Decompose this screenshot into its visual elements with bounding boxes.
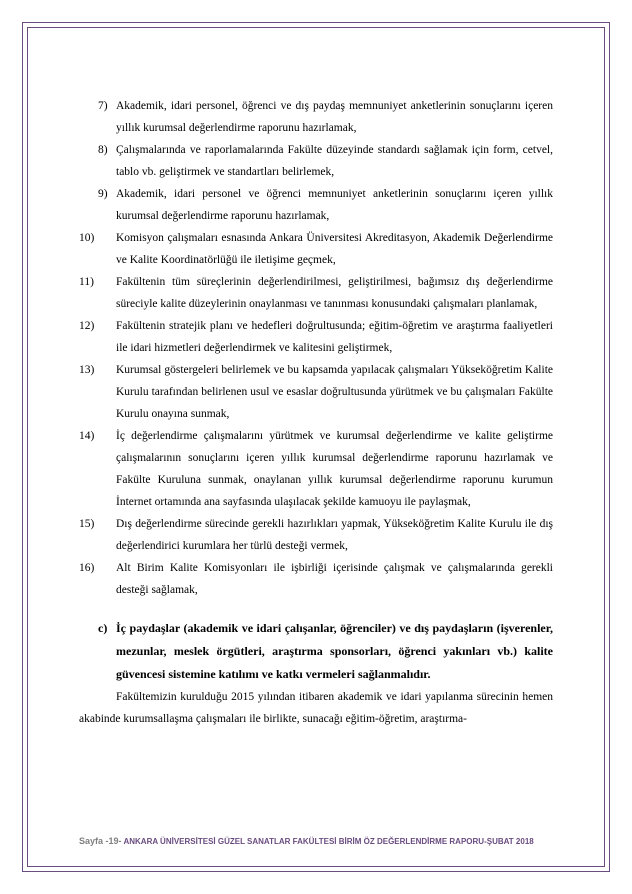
section-heading	[79, 617, 553, 686]
list-item-number: 10)	[79, 232, 95, 244]
body-paragraph	[79, 686, 553, 730]
list-item-number: 9)	[98, 188, 108, 200]
document-body	[79, 95, 553, 730]
list-item-text: Dış değerlendirme sürecinde gerekli hazırlıkları yapmak, Yükseköğretim Kalite Kurulu ile dış değerlendirici kurumlara her türlü desteği vermek,	[116, 518, 553, 552]
list-item-text: Fakültenin tüm süreçlerinin değerlendirilmesi, geliştirilmesi, bağımsız dış değerlendirme süreciyle kalite düzeylerinin onaylanması ve tanınması konusundaki çalışmaları planlamak,	[116, 276, 553, 310]
list-item-text: Alt Birim Kalite Komisyonları ile işbirliği içerisinde çalışmak ve çalışmalarında gerekli desteği sağlamak,	[116, 562, 553, 596]
list-item	[79, 183, 553, 227]
list-item-text: Çalışmalarında ve raporlamalarında Fakülte düzeyinde standardı sağlamak için form, cetvel, tablo vb. geliştirmek ve standartları belirlemek,	[116, 144, 553, 178]
list-item	[79, 425, 553, 513]
paragraph-text: Fakültemizin kurulduğu 2015 yılından itibaren akademik ve idari yapılanma sürecinin hemen akabinde kurumsallaşma çalışmaları ile birlikte, sunacağı eğitim-öğretim, araştırma-	[79, 691, 553, 725]
list-item-number: 11)	[79, 276, 94, 288]
list-item	[79, 271, 553, 315]
list-item-number: 16)	[79, 562, 95, 574]
list-item-number: 13)	[79, 364, 95, 376]
list-item-text: Akademik, idari personel ve öğrenci memnuniyet anketlerinin sonuçlarını içeren yıllık kurumsal değerlendirme raporunu hazırlamak,	[116, 188, 553, 222]
list-item	[79, 557, 553, 601]
list-item	[79, 359, 553, 425]
list-item	[79, 227, 553, 271]
list-item-text: İç değerlendirme çalışmalarını yürütmek ve kurumsal değerlendirme ve kalite geliştirme çalışmalarının sonuçlarını içeren yıllık kurumsal değerlendirme raporunu hazırlamak ve Fakülte Kuruluna sunmak, onaylanan yıllık kurumsal değerlendirme raporunu kurumun İnternet ortamında ana sayfasında ulaşılacak şekilde kamuoyu ile paylaşmak,	[116, 430, 553, 508]
list-item-number: 14)	[79, 430, 95, 442]
list-item-number: 15)	[79, 518, 95, 530]
list-item-number: 8)	[98, 144, 108, 156]
section-text: İç paydaşlar (akademik ve idari çalışanlar, öğrenciler) ve dış paydaşların (işverenler, mezunlar, meslek örgütleri, araştırma sponsorları, öğrenci yakınları vb.) kalite güvencesi sistemine katılımı ve katkı vermeleri sağlanmalıdır.	[116, 621, 553, 681]
list-item	[79, 95, 553, 139]
footer-title: ANKARA ÜNİVERSİTESİ GÜZEL SANATLAR FAKÜLTESİ BİRİM ÖZ DEĞERLENDİRME RAPORU-ŞUBAT 2018	[123, 837, 534, 846]
list-item	[79, 513, 553, 557]
list-item	[79, 315, 553, 359]
list-item-number: 7)	[98, 100, 108, 112]
page-footer	[79, 836, 534, 846]
list-item-number: 12)	[79, 320, 95, 332]
list-item-text: Komisyon çalışmaları esnasında Ankara Üniversitesi Akreditasyon, Akademik Değerlendirme ve Kalite Koordinatörlüğü ile iletişime geçmek,	[116, 232, 553, 266]
list-item-text: Akademik, idari personel, öğrenci ve dış paydaş memnuniyet anketlerinin sonuçlarını içeren yıllık kurumsal değerlendirme raporunu hazırlamak,	[116, 100, 553, 134]
list-item-text: Fakültenin stratejik planı ve hedefleri doğrultusunda; eğitim-öğretim ve araştırma faaliyetleri ile idari hizmetleri değerlendirmek ve kalitesini geliştirmek,	[116, 320, 553, 354]
list-item	[79, 139, 553, 183]
page-number: Sayfa -19-	[79, 836, 122, 846]
section-label: c)	[98, 621, 108, 635]
list-item-text: Kurumsal göstergeleri belirlemek ve bu kapsamda yapılacak çalışmaları Yükseköğretim Kalite Kurulu tarafından belirlenen usul ve esaslar doğrultusunda yürütmek ve bu çalışmaları Fakülte Kurulu onayına sunmak,	[116, 364, 553, 420]
